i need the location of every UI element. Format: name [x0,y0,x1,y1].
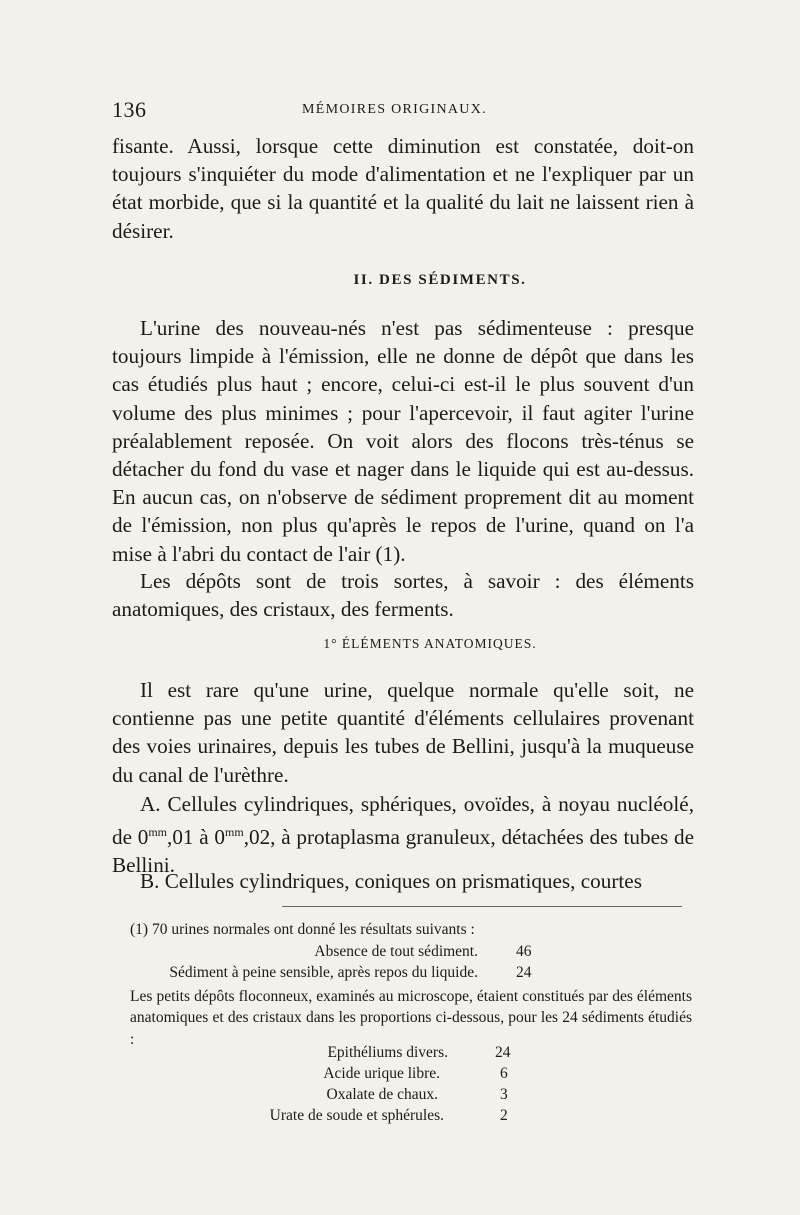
footnote-divider [282,906,682,907]
paragraph-cells-a-suffix: ,02, à protaplasma granuleux, détachées des tubes de Bellini. [112,825,695,878]
paragraph-cells-a-prefix: A. Cellules cylindriques, sphériques, ovoïdes, à noyau nucléolé, de 0 [112,792,694,850]
paragraph-anatomical-elements: Il est rare qu'une urine, quelque normale qu'elle soit, ne contienne pas une petite quantité d'éléments cellulaires provenant des voies urinaires, depuis les tubes de Bellini, jusqu'à la muqueuse du canal de l'urèthre. [112,678,694,787]
section-heading: II. DES SÉDIMENTS. [353,272,527,288]
footnote-paragraph: Les petits dépôts floconneux, examinés au microscope, étaient constitués par des éléments anatomiques et des cristaux dans les proportions ci-dessous, pour les 24 sédiments étudiés : [130,988,692,1048]
paragraph-cells-b: B. Cellules cylindriques, coniques on prismatiques, courtes [140,869,642,893]
footnote-intro: (1) 70 urines normales ont donné les résultats suivants : [130,921,475,938]
footnote-result-row [130,964,478,984]
footnote-result-label: Absence de tout sédiment. [314,943,478,960]
footnote-component-value: 3 [500,1086,508,1103]
unit-superscript: mm [148,825,168,840]
footnote-component-label: Oxalate de chaux. [326,1086,438,1103]
sub-heading: 1° ÉLÉMENTS ANATOMIQUES. [323,636,537,651]
page-header [112,97,690,123]
footnote-component-label: Urate de soude et sphérules. [269,1107,444,1124]
paragraph-deposit-types: Les dépôts sont de trois sortes, à savoir : des éléments anatomiques, des cristaux, des ferments. [112,569,694,622]
footnote-component-row [200,1086,438,1106]
footnote-component-row [200,1065,440,1085]
footnote-result-value: 24 [516,964,532,981]
unit-superscript: mm [225,825,244,840]
footnote-result-value: 46 [516,943,532,960]
running-title: MÉMOIRES ORIGINAUX. [302,102,487,117]
footnote-component-row [150,1107,444,1127]
footnote-component-value: 24 [495,1044,511,1061]
paragraph-continuation: fisante. Aussi, lorsque cette diminution est constatée, doit-on toujours s'inquiéter du mode d'alimentation et ne l'expliquer par un état morbide, que si la quantité et la qualité du lait ne laissent rien à désirer. [112,134,694,243]
page-number: 136 [112,97,147,122]
footnote-component-value: 6 [500,1065,508,1082]
footnote-component-row [200,1044,448,1064]
footnote-component-value: 2 [500,1107,508,1124]
footnote-result-label: Sédiment à peine sensible, après repos du liquide. [169,964,478,981]
footnote-result-row [130,943,478,963]
footnote-component-label: Acide urique libre. [323,1065,440,1082]
paragraph-urine-sediments: L'urine des nouveau-nés n'est pas sédimenteuse : presque toujours limpide à l'émission, elle ne donne de dépôt que dans les cas étudiés plus haut ; encore, celui-ci est-il le plus souvent d'un volume des plus minimes ; pour l'apercevoir, il faut agiter l'urine préalablement reposée. On voit alors des flocons très-ténus se détacher du fond du vase et nager dans le liquide qui est au-dessus. En aucun cas, on n'observe de sédiment proprement dit au moment de l'émission, non plus qu'après le repos de l'urine, quand on l'a mise à l'abri du contact de l'air (1). [112,316,694,566]
footnote-component-label: Epithéliums divers. [327,1044,448,1061]
paragraph-cells-a-mid: ,01 à 0 [167,825,226,850]
